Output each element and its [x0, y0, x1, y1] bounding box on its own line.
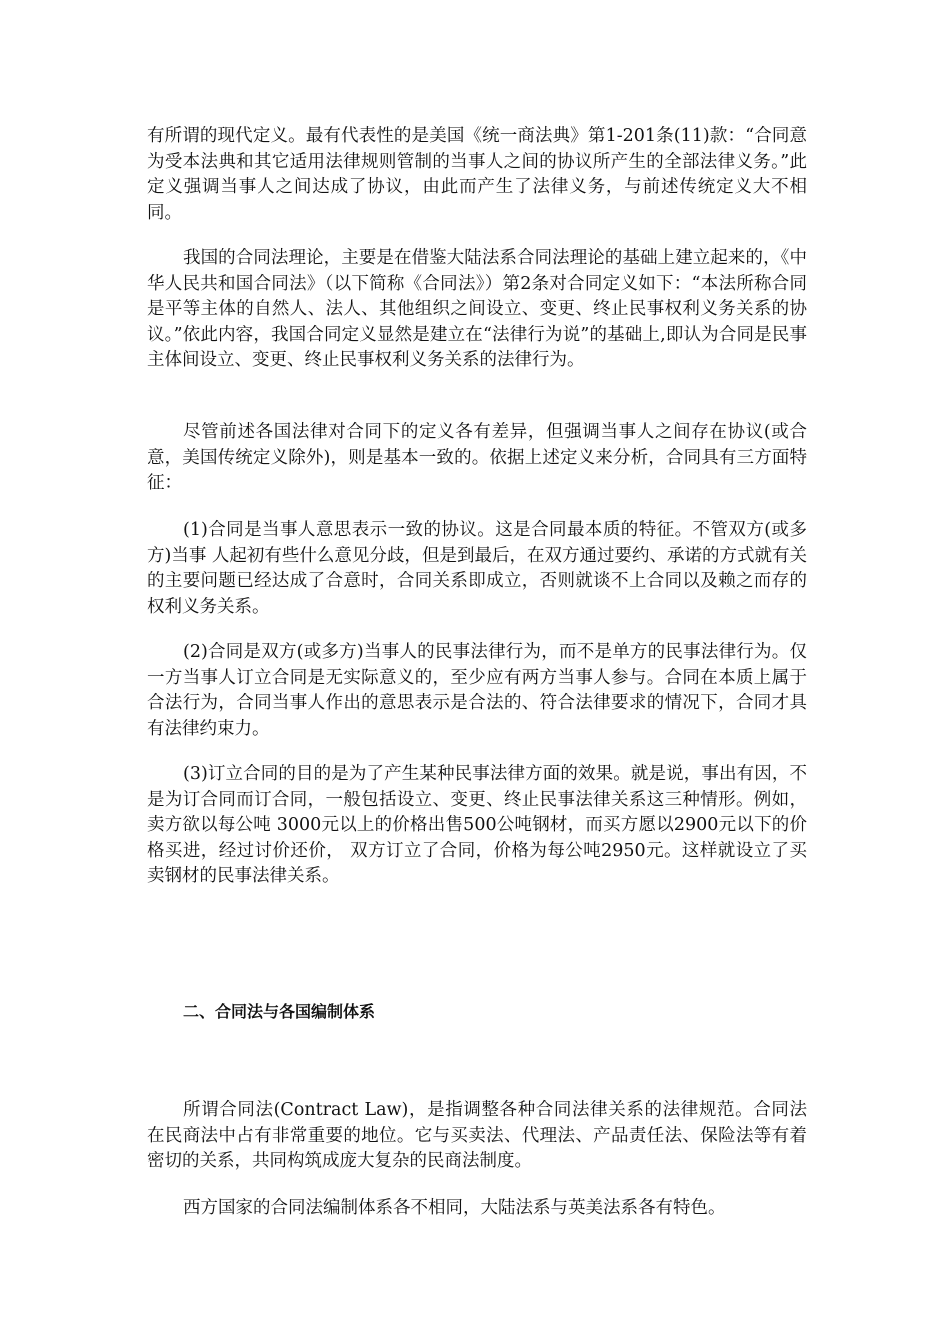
- paragraph-feature-3: (3)订立合同的目的是为了产生某种民事法律方面的效果。就是说，事出有因，不是为订合同而订合同，一般包括设立、变更、终止民事法律关系这三种情形。例如，卖方欲以每公吨 3000元以上的价格出售500公吨钢材，而买方愿以2900元以下的价格买进，经过讨价还价， 双方订立了合同，价格为每公吨2950元。这样就设立了买卖钢材的民事法律关系。: [147, 764, 807, 887]
- paragraph-modern-definition: 有所谓的现代定义。最有代表性的是美国《统一商法典》第1-201条(11)款：“合同意为受本法典和其它适用法律规则管制的当事人之间的协议所产生的全部法律义务。”此定义强调当事人之间达成了协议，由此而产生了法律义务，与前述传统定义大不相同。: [147, 126, 807, 223]
- section-heading: 二、合同法与各国编制体系: [183, 1002, 376, 1021]
- paragraph-western-systems: 西方国家的合同法编制体系各不相同，大陆法系与英美法系各有特色。: [183, 1198, 726, 1218]
- paragraph-feature-2: (2)合同是双方(或多方)当事人的民事法律行为，而不是单方的民事法律行为。仅一方当事人订立合同是无实际意义的，至少应有两方当事人参与。合同在本质上属于合法行为，合同当事人作出的意思表示是合法的、符合法律要求的情况下，合同才具有法律约束力。: [147, 642, 807, 739]
- paragraph-three-features-intro: 尽管前述各国法律对合同下的定义各有差异，但强调当事人之间存在协议(或合意，美国传统定义除外)，则是基本一致的。依据上述定义来分析，合同具有三方面特征：: [147, 422, 807, 494]
- paragraph-chinese-contract-theory: 我国的合同法理论，主要是在借鉴大陆法系合同法理论的基础上建立起来的，《中华人民共和国合同法》（以下简称《合同法》）第2条对合同定义如下：“本法所称合同是平等主体的自然人、法人、其他组织之间设立、变更、终止民事权利义务关系的协议。”依此内容，我国合同定义显然是建立在“法律行为说”的基础上,即认为合同是民事主体间设立、变更、终止民事权利义务关系的法律行为。: [147, 248, 807, 371]
- paragraph-feature-1: (1)合同是当事人意思表示一致的协议。这是合同最本质的特征。不管双方(或多方)当事 人起初有些什么意见分歧，但是到最后，在双方通过要约、承诺的方式就有关的主要问题已经达成了合意时，合同关系即成立，否则就谈不上合同以及赖之而存的权利义务关系。: [147, 520, 807, 617]
- paragraph-contract-law-definition: 所谓合同法(Contract Law)，是指调整各种合同法律关系的法律规范。合同法在民商法中占有非常重要的地位。它与买卖法、代理法、产品责任法、保险法等有着密切的关系，共同构筑成庞大复杂的民商法制度。: [147, 1100, 807, 1172]
